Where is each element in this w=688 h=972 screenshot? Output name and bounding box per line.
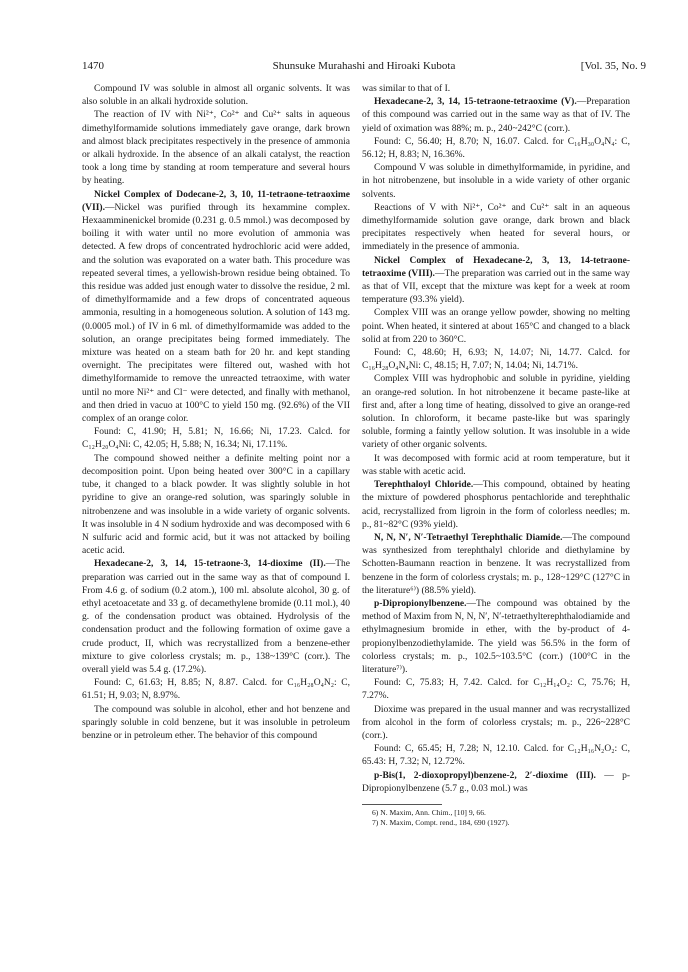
paragraph-text: Reactions of V with Ni²⁺, Co²⁺ and Cu²⁺ salt in an aqueous dimethylformamide solution gave orange, dark brown and black precipitates respectively when heated for several hours, or immediately in the presence of ammonia. (362, 202, 630, 253)
footnote: 7) N. Maxim, Compt. rend., 184, 690 (1927). (372, 817, 510, 827)
paragraph-text: —Nickel was purified through its hexammine complex. Hexaamminenickel bromide (0.231 g. 0.5 mmol.) was decomposed by boiling it with water until no more evolution of ammonia was detected. A few drops of concentrated hydrochloric acid were added, and the solution was evaporated on a water bath. This procedure was repeated several times, a yellowish-brown residue being obtained. To this residue was added just enough water to dissolve the residue, 2 ml. of dimethylformamide and a few drops of concentrated aqueous ammonia, resulting in a homogeneous solution. A solution of 143 mg. (0.0005 mol.) of IV in 6 ml. of dimethylformamide was added to the solution, an orange precipitates being formed immediately. The mixture was heated on a steam bath for 20 hr. and kept standing overnight. The precipitates were filtered out, washed with hot dimethylformamide to remove the unreacted tetraoxime, with water until no more Ni²⁺ and Cl⁻ were detected, and finally with methanol, and then dried in vacuo at 100°C to yield 150 mg. (92.6%) of the VII complex of an orange color. (82, 202, 350, 425)
section-heading: p-Dipropionylbenzene. (374, 598, 467, 609)
left-column (82, 83, 350, 743)
running-header (82, 58, 646, 74)
paragraph (362, 743, 630, 769)
paragraph (362, 598, 630, 677)
footnote-rule (362, 804, 442, 805)
paragraph-text: The compound was soluble in alcohol, ether and hot benzene and sparingly soluble in cold benzene, but it was insoluble in petroleum benzine or in petroleum ether. The behavior of this compound (82, 704, 350, 741)
running-authors: Shunsuke Murahashi and Hiroaki Kubota (272, 60, 456, 72)
paragraph-text: Found: C, 65.45; H, 7.28; N, 12.10. Calcd. for C₁₂H₁₆N₂O₂: C, 65.43: H, 7.32; N, 12.72%. (362, 744, 630, 768)
volume-label: [Vol. 35, No. 9 (580, 60, 646, 72)
paragraph-text: Found: C, 41.90; H, 5.81; N, 16.66; Ni, 17.23. Calcd. for C₁₂H₂₀O₄Ni: C, 42.05; H, 5.88; N, 16.34; Ni, 17.11%. (82, 427, 350, 451)
paragraph-text: —The preparation was carried out in the same way as that of VII, except that the mixture was kept for a week at room temperature (93.3% yield). (362, 268, 631, 306)
paragraph-text: It was decomposed with formic acid at room temperature, but it was stable with acetic acid. (362, 453, 630, 477)
paragraph (362, 202, 630, 255)
paragraph (82, 704, 350, 744)
section-heading: Nickel Complex of Hexadecane-2, 3, 13, 14-tetraone-tetraoxime (VIII). (362, 255, 630, 279)
paragraph-text: —Preparation of this compound was carried out in the same way as that of IV. The yield of oximation was 88%; m. p., 240~242°C (corr.). (362, 97, 630, 134)
paragraph (362, 347, 630, 373)
footnote: 6) N. Maxim, Ann. Chim., [10] 9, 66. (372, 807, 486, 817)
paragraph-text: Compound IV was soluble in almost all organic solvents. It was also soluble in an alkali hydroxide solution. (82, 84, 350, 108)
paragraph-text: Found: C, 56.40; H, 8.70; N, 16.07. Calcd. for C₁₆H₃₀O₄N₄: C, 56.12; H, 8.83; N, 16.36%. (362, 136, 630, 161)
paragraph (82, 109, 350, 188)
paragraph-text: Found: C, 61.63; H, 8.85; N, 8.87. Calcd. for C₁₆H₂₈O₄N₂: C, 61.51; H, 9.03; N, 8.97%. (82, 678, 350, 702)
paragraph-text: The compound showed neither a definite melting point nor a decomposition point. Upon being heated over 300°C in a capillary tube, it changed to a black powder. It was slightly soluble in hot pyridine to give an orange-red solution, was sparingly soluble in nitrobenzene and was insoluble in a wide variety of organic solvents. It was insoluble in 4 N sodium hydroxide and was decomposed with 6 N sulfuric acid and formic acid, but it was not attacked by boiling acetic acid. (82, 453, 350, 557)
paragraph (82, 426, 350, 452)
paragraph-text: —The preparation was carried out in the same way as that of compound I. From 4.6 g. of sodium (0.2 atom.), 100 ml. absolute alcohol, 30 g. of ethyl acetoacetate and 33 g. of decamethylene bromide (0.11 mol.), 40 g. of the condensation product was obtained. Hydrolysis of the condensation product and the following formation of oxime gave a crude product, II, which was recrystallized from a benzene-ether mixture to give colorless crystals; m. p., 138~139°C (corr.). The overall yield was 5.4 g. (17.2%). (82, 559, 350, 675)
section-heading: N, N, N′, N′-Tetraethyl Terephthalic Diamide. (374, 532, 563, 543)
paragraph (82, 189, 350, 427)
paragraph-text: — p-Dipropionylbenzene (5.7 g., 0.03 mol.) was (362, 770, 630, 794)
paragraph (362, 677, 630, 703)
paragraph-text: —The compound was synthesized from terephthalyl chloride and diethylamine by Schotten-Baumann reaction in benzene. It was recrystallized from benzene in the form of colorless crystals; m. p., 128~129°C (127°C in the literature⁶⁾) (88.5% yield). (362, 532, 630, 596)
paragraph (362, 96, 630, 136)
paragraph-text: —The compound was obtained by the method of Maxim from N, N, N′, N′-tetraethylterephthalodiamide and ethylmagnesium bromide in ether, with the by-product of 4-propionylbenzodiethylamide. The yield was 56.5% in the form of colorless crystals; m. p., 102.5~103.5°C (corr.) (100°C in the literature⁷⁾). (362, 598, 630, 675)
section-heading: Nickel Complex of Dodecane-2, 3, 10, 11-tetraone-tetraoxime (VII). (82, 189, 350, 213)
paragraph-text: Compound V was soluble in dimethylformamide, in pyridine, and in hot nitrobenzene, but insoluble in a wide variety of other organic solvents. (362, 163, 630, 200)
paragraph (82, 677, 350, 703)
section-heading: Terephthaloyl Chloride. (374, 480, 474, 491)
paragraph-text: The reaction of IV with Ni²⁺, Co²⁺ and Cu²⁺ salts in aqueous dimethylformamide solutions immediately gave orange, dark brown and almost black precipitates respectively in the presence of ammonia or alkali hydroxide. In the absence of an alkali catalyst, the reaction took a long time by standing at room temperature and several hours by heating. (82, 110, 350, 187)
footnotes (362, 808, 630, 828)
paragraph (362, 307, 630, 347)
paragraph-text: Found: C, 75.83; H, 7.42. Calcd. for C₁₂H₁₄O₂: C, 75.76; H, 7.27%. (362, 678, 630, 702)
paragraph (82, 83, 350, 109)
paragraph (362, 453, 630, 479)
paragraph (362, 770, 630, 796)
paragraph (82, 558, 350, 677)
paragraph (362, 479, 630, 532)
paragraph (82, 453, 350, 559)
paragraph-text: Found: C, 48.60; H, 6.93; N, 14.07; Ni, 14.77. Calcd. for C₁₆H₂₈O₄N₄Ni: C, 48.15; H, 7.07; N, 14.04; Ni, 14.71%. (362, 348, 630, 372)
section-heading: Hexadecane-2, 3, 14, 15-tetraone-3, 14-dioxime (II). (94, 559, 326, 570)
page-number: 1470 (82, 60, 104, 72)
paragraph (362, 532, 630, 598)
paragraph (362, 83, 630, 96)
paragraph-text: Complex VIII was an orange yellow powder, showing no melting point. When heated, it sintered at about 165°C and changed to a black solid at from 220 to 360°C. (362, 308, 630, 345)
paragraph (362, 704, 630, 744)
section-heading: Hexadecane-2, 3, 14, 15-tetraone-tetraoxime (V). (374, 97, 577, 108)
right-column-body (362, 83, 630, 796)
paragraph (362, 136, 630, 162)
paragraph (362, 162, 630, 202)
section-heading: p-Bis(1, 2-dioxopropyl)benzene-2, 2′-dioxime (III). (374, 770, 596, 781)
right-column (362, 83, 630, 828)
paragraph-text: Complex VIII was hydrophobic and soluble in pyridine, yielding an orange-red solution. In hot nitrobenzene it became paste-like at first and, after a long time of heating, dissolved to give an orange-red solution. In chloroform, it became paste-like but was sparingly soluble, forming a faintly yellow solution. It was insoluble in a wide variety of other organic solvents. (362, 374, 630, 451)
paragraph (362, 255, 630, 308)
paragraph-text: was similar to that of I. (362, 84, 451, 94)
paragraph (362, 373, 630, 452)
paragraph-text: —This compound, obtained by heating the mixture of powdered phosphorus pentachloride and terephthalic acid, recrystallized from ligroin in the form of colorless needles; m. p., 81~82°C (93% yield). (362, 480, 631, 530)
paragraph-text: Dioxime was prepared in the usual manner and was recrystallized from alcohol in the form of colorless crystals; m. p., 226~228°C (corr.). (362, 704, 630, 741)
